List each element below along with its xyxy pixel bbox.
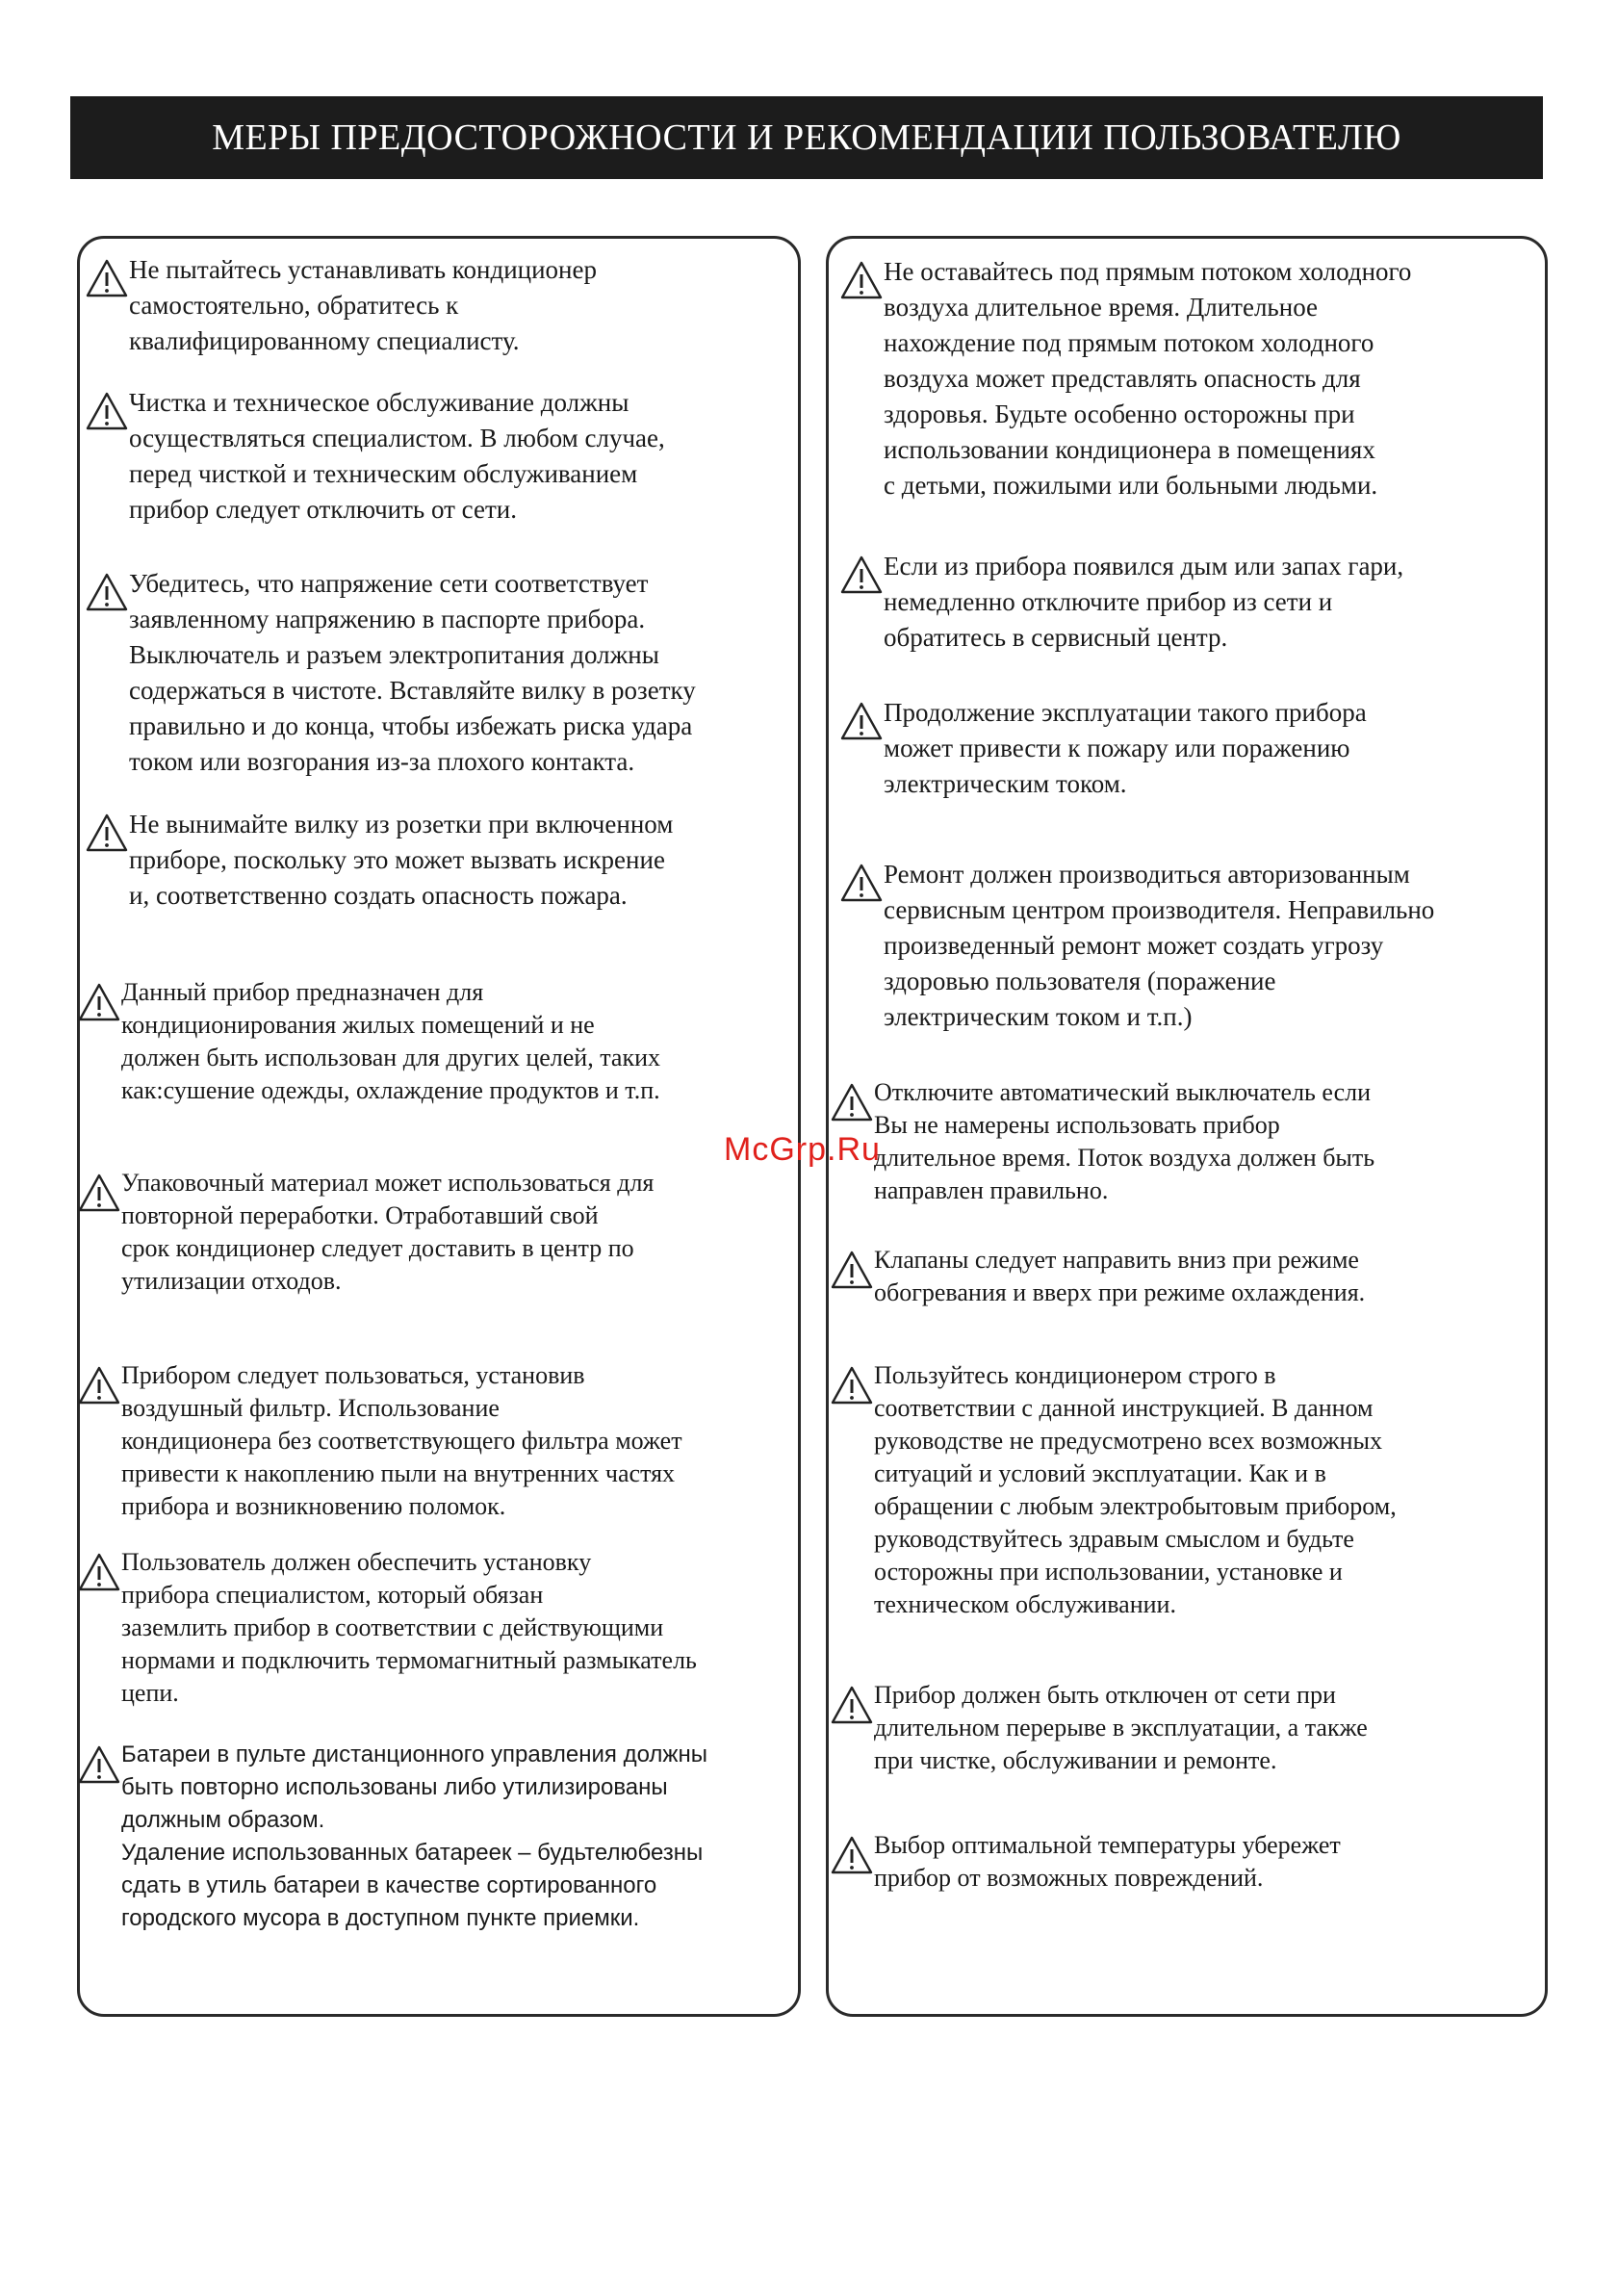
warning-text: Ремонт должен производиться авторизованным сервисным центром производителя. Неправильно произведенный ремонт может создать угрозу здоровью пользователя (поражение электрическим током и т.п.) (884, 860, 1435, 1031)
warning-triangle-icon (77, 1744, 121, 1785)
warning-item (830, 1076, 1546, 1207)
warning-triangle-icon (85, 391, 129, 431)
warning-text: Пользуйтесь кондиционером строго в соответствии с данной инструкцией. В данном руководстве не предусмотрено всех возможных ситуаций и условий эксплуатации. Как и в обращении с любым электробытовым прибором, руководствуйтесь здравым смыслом и будьте осторожны при использовании, установке и техническом обслуживании. (874, 1361, 1397, 1618)
warning-text: Батареи в пульте дистанционного управления должны быть повторно использованы либо утилизированы должным образом. Удаление использованных батареек – будьтелюбезны сдать в утиль батареи в качестве сортированного городского мусора в доступном пункте приемки. (121, 1741, 707, 1931)
warning-triangle-icon (830, 1835, 874, 1875)
warning-triangle-icon (77, 1365, 121, 1406)
warning-text: Чистка и техническое обслуживание должны осуществляться специалистом. В любом случае, перед чисткой и техническим обслуживанием прибор следует отключить от сети. (129, 388, 665, 524)
warning-item (77, 976, 797, 1107)
warning-triangle-icon (77, 982, 121, 1022)
warning-item (830, 1244, 1546, 1309)
warning-text: Убедитесь, что напряжение сети соответствует заявленному напряжению в паспорте прибора. Выключатель и разъем электропитания должны содержаться в чистоте. Вставляйте вилку в розетку правильно и до конца, чтобы избежать риска удара током или возгорания из-за плохого контакта. (129, 569, 696, 776)
warning-triangle-icon (77, 1552, 121, 1592)
warning-triangle-icon (830, 1365, 874, 1406)
warning-text: Выбор оптимальной температуры убережет прибор от возможных повреждений. (874, 1831, 1341, 1892)
warning-text: Не пытайтесь устанавливать кондиционер самостоятельно, обратитесь к квалифицированному специалисту. (129, 255, 597, 355)
warning-item (77, 1546, 797, 1710)
warning-item (830, 1679, 1546, 1777)
warning-text: Если из прибора появился дым или запах гари, немедленно отключите прибор из сети и обратитесь в сервисный центр. (884, 552, 1404, 652)
warning-triangle-icon (85, 813, 129, 853)
warning-triangle-icon (85, 258, 129, 298)
warning-item (77, 1739, 797, 1935)
watermark: McGrp.Ru (724, 1131, 881, 1168)
warning-item (830, 1829, 1546, 1895)
warning-item (85, 252, 797, 359)
warning-text: Прибор должен быть отключен от сети при длительном перерыве в эксплуатации, а также при чистке, обслуживании и ремонте. (874, 1681, 1368, 1774)
warning-text: Продолжение эксплуатации такого прибора может привести к пожару или поражению электрическим током. (884, 698, 1367, 798)
warning-text: Прибором следует пользоваться, установив воздушный фильтр. Использование кондиционера без соответствующего фильтра может привести к накоплению пыли на внутренних частях прибора и возникновению поломок. (121, 1361, 682, 1520)
warning-triangle-icon (839, 555, 884, 595)
warning-item (77, 1167, 797, 1298)
warning-item (85, 566, 797, 780)
warning-item (839, 549, 1546, 656)
warning-text: Пользователь должен обеспечить установку прибора специалистом, который обязан заземлить прибор в соответствии с действующими нормами и подключить термомагнитный размыкатель цепи. (121, 1548, 697, 1707)
warning-item (839, 254, 1546, 503)
warning-item (85, 385, 797, 528)
warning-triangle-icon (85, 572, 129, 612)
page-title: МЕРЫ ПРЕДОСТОРОЖНОСТИ И РЕКОМЕНДАЦИИ ПОЛЬЗОВАТЕЛЮ (212, 117, 1401, 158)
warning-triangle-icon (830, 1685, 874, 1725)
warning-triangle-icon (839, 701, 884, 741)
warning-text: Не оставайтесь под прямым потоком холодного воздуха длительное время. Длительное нахождение под прямым потоком холодного воздуха может представлять опасность для здоровья. Будьте особенно осторожны при использовании кондиционера в помещениях с детьми, пожилыми или больными людьми. (884, 257, 1412, 500)
warning-text: Данный прибор предназначен для кондиционирования жилых помещений и не должен быть использован для других целей, таких как:сушение одежды, охлаждение продуктов и т.п. (121, 978, 660, 1104)
warning-triangle-icon (839, 863, 884, 903)
warning-triangle-icon (77, 1173, 121, 1213)
warning-text: Не вынимайте вилку из розетки при включенном приборе, поскольку это может вызвать искрение и, соответственно создать опасность пожара. (129, 810, 674, 910)
warning-triangle-icon (830, 1082, 874, 1122)
warning-item (85, 807, 797, 914)
warning-triangle-icon (830, 1250, 874, 1290)
warning-text: Клапаны следует направить вниз при режиме обогревания и вверх при режиме охлаждения. (874, 1246, 1366, 1306)
warning-text: Упаковочный материал может использоваться для повторной переработки. Отработавший свой срок кондиционер следует доставить в центр по утилизации отходов. (121, 1169, 655, 1295)
warning-triangle-icon (839, 260, 884, 300)
warning-text: Отключите автоматический выключатель если Вы не намерены использовать прибор длительное время. Поток воздуха должен быть направлен правильно. (874, 1078, 1375, 1204)
warning-item (830, 1359, 1546, 1621)
page-header (70, 96, 1543, 179)
warning-item (839, 857, 1546, 1035)
warning-item (839, 695, 1546, 802)
warning-item (77, 1359, 797, 1523)
